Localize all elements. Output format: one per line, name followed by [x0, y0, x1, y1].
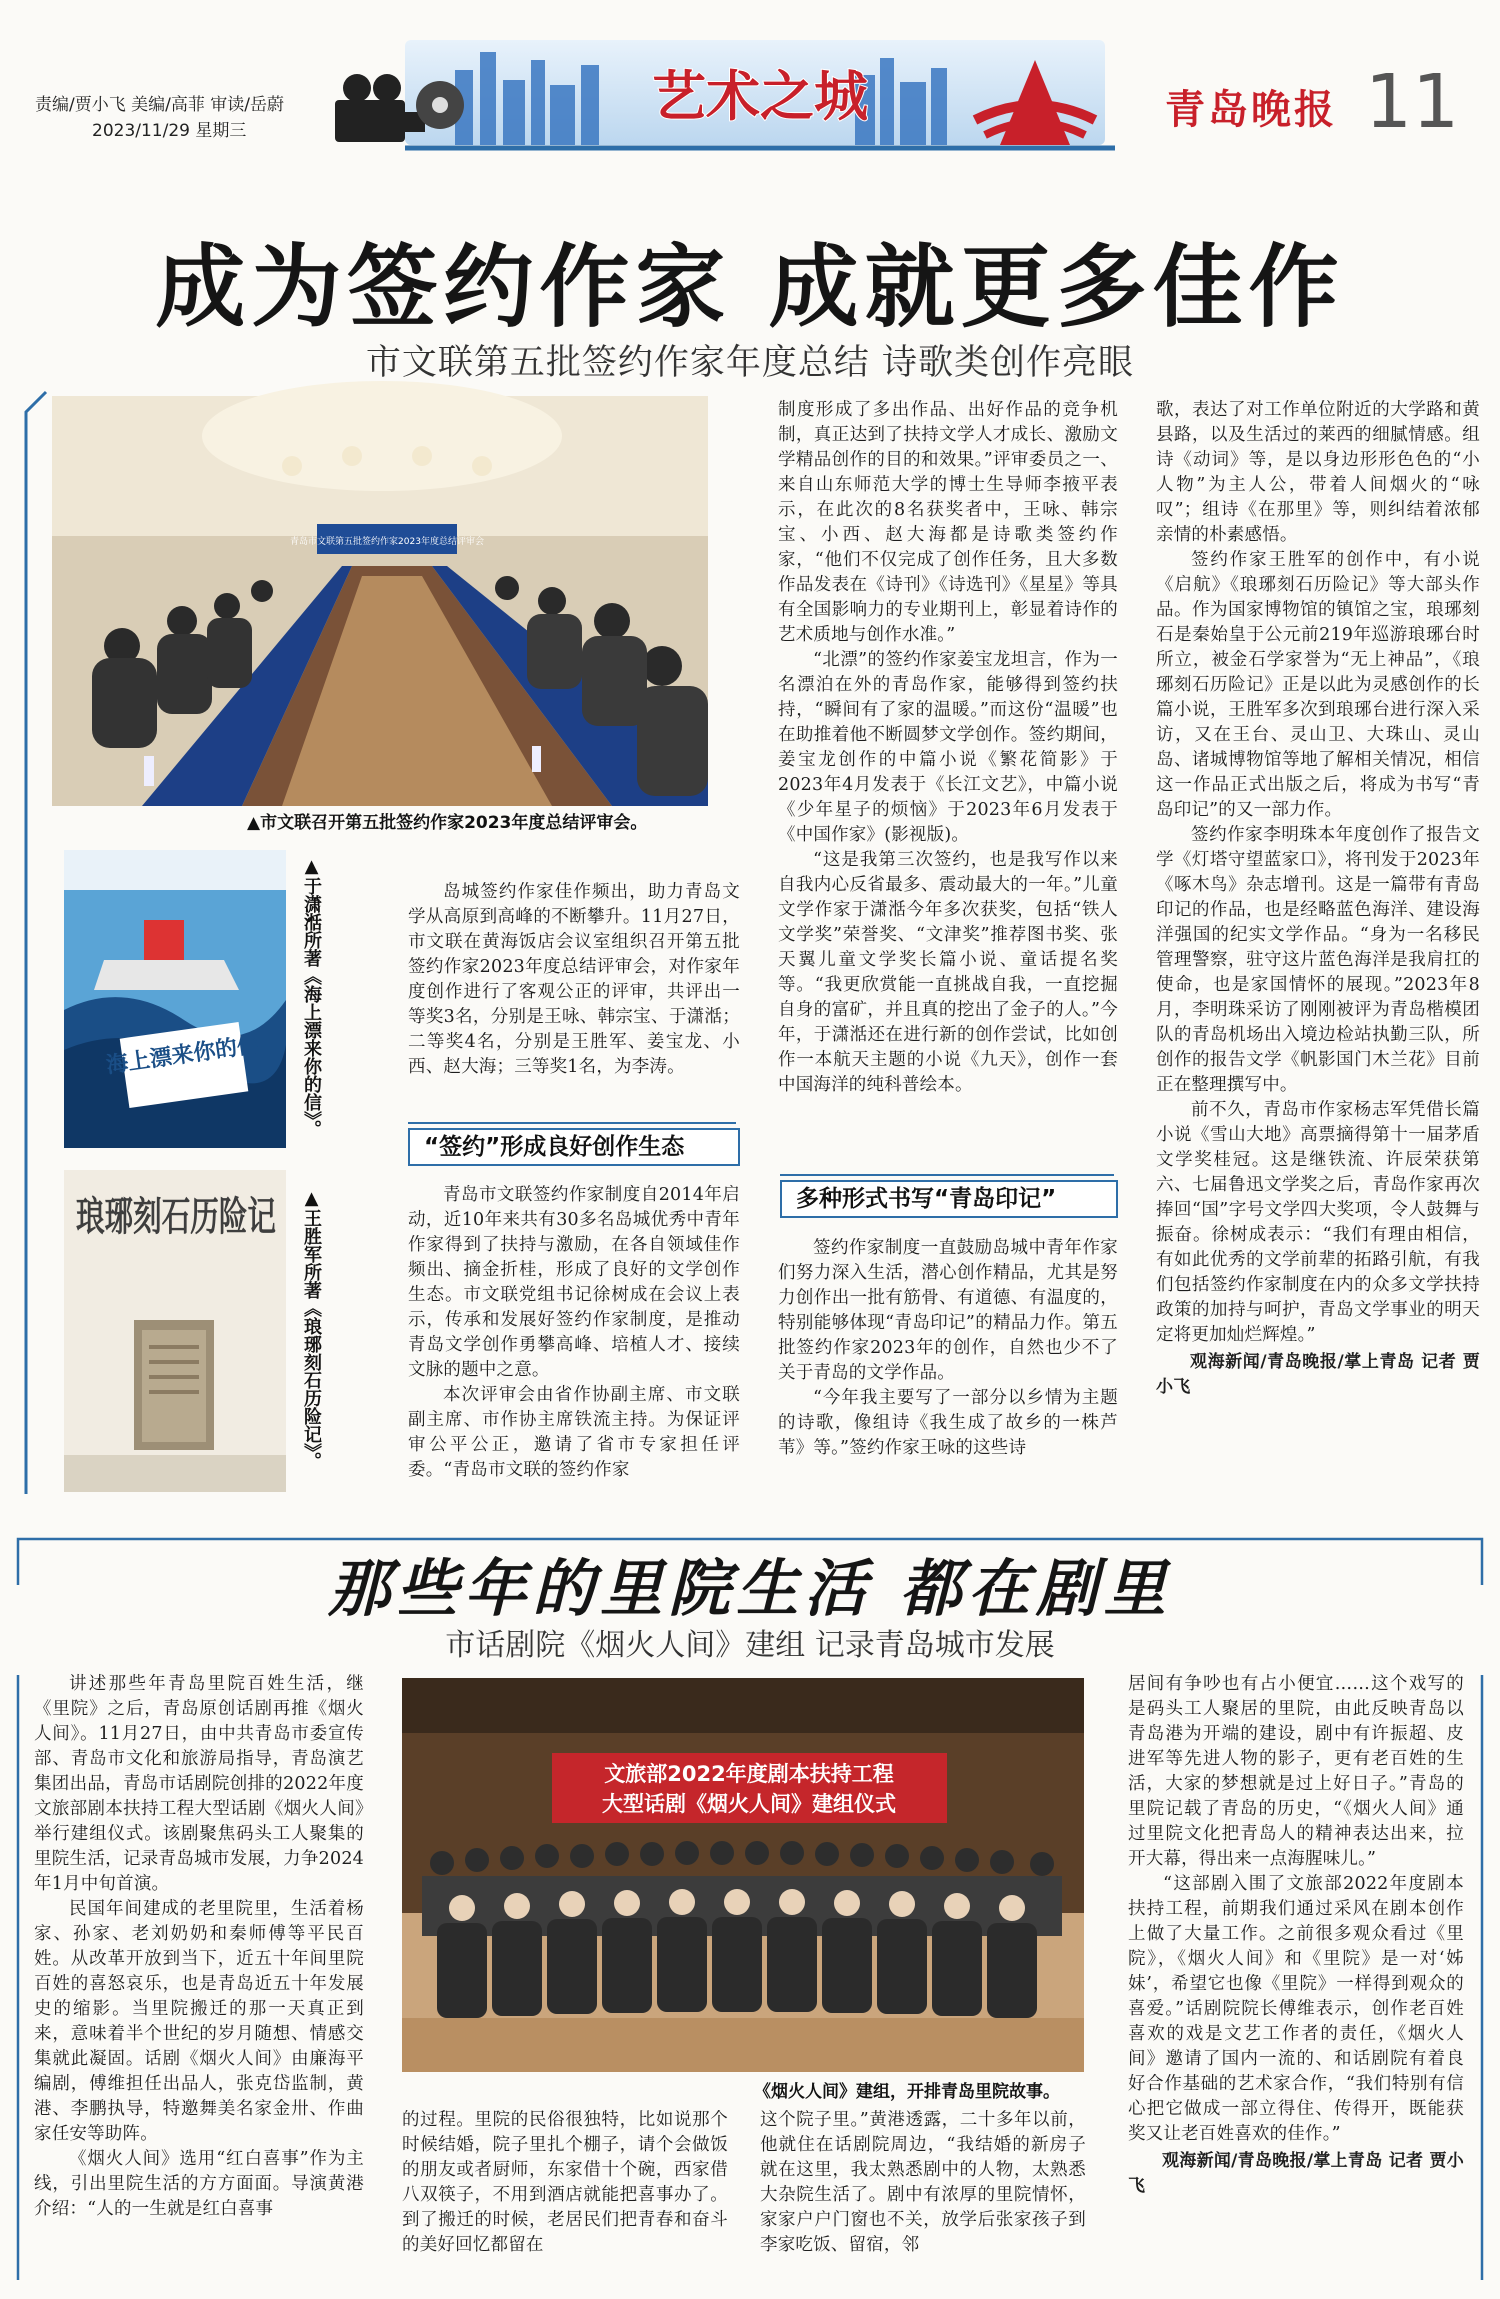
frame-bracket: [18, 388, 50, 1498]
story1-col1: 青岛市文联签约作家制度自2014年启动，近10年来共有30多名岛城优秀中青年作家得到了扶持与激励，在各自领域佳作频出、摘金折桂，形成了良好的文学创作生态。市文联党组书记徐树成在会议上表示，传承和发展好签约作家制度，是推动青岛文学创作勇攀高峰、培植人才、接续文脉的题中之意。 本次评审会由省作协副主席、市文联副主席、市作协主席铁流主持。为保证评审公平公正，邀请了省市专家担任评委。“青岛市文联的签约作家: [408, 1185, 740, 1480]
story1-headline: 成为签约作家 成就更多佳作: [155, 235, 1345, 340]
section-title: 艺术之城: [652, 64, 868, 128]
stage-banner-line1: 文旅部2022年度剧本扶持工程: [604, 1762, 894, 1786]
issue-date: 2023/11/29 星期三: [92, 121, 247, 141]
group-photo-caption: 《烟火人间》建组，开排青岛里院故事。: [754, 2082, 1060, 2102]
book-cover-2: [64, 1170, 286, 1492]
section-banner: [335, 30, 1185, 172]
story1-subheadline: 市文联第五批签约作家年度总结 诗歌类创作亮眼: [365, 343, 1135, 383]
stage-banner-line2: 大型话剧《烟火人间》建组仪式: [602, 1792, 896, 1816]
story2-subheadline: 市话剧院《烟火人间》建组 记录青岛城市发展: [445, 1628, 1055, 1663]
meeting-photo: [52, 396, 708, 806]
meeting-banner-text: 青岛市文联第五批签约作家2023年度总结评审会: [290, 537, 484, 547]
book-cover-1: [64, 850, 286, 1148]
story2-col1: 讲述那些年青岛里院百姓生活，继《里院》之后，青岛原创话剧再推《烟火人间》。11月27日，由中共青岛市委宣传部、青岛市文化和旅游局指导，青岛演艺集团出品，青岛市话剧院创排的2022年度文旅部剧本扶持工程大型话剧《烟火人间》举行建组仪式。该剧聚焦码头工人聚集的里院生活，记录青岛城市发展，力争2024年1月中旬首演。 民国年间建成的老里院里，生活着杨家、孙家、老刘奶奶和秦师傅等平民百姓。从改革开放到当下，近五十年间里院百姓的喜怒哀乐，也是青岛近五十年发展史的缩影。当里院搬迁的那一天真正到来，意味着半个世纪的岁月随想、情感交集就此凝固。话剧《烟火人间》由廉海平编剧，傅维担任出品人，张克岱监制，黄港、李鹏执导，特邀舞美名家金卅、作曲家任安等助阵。 《烟火人间》选用“红白喜事”作为主线，引出里院生活的方方面面。导演黄港介绍：“人的一生就是红白喜事: [34, 1674, 364, 2219]
story2-headline: 那些年的里院生活 都在剧里: [328, 1552, 1172, 1625]
story2-byline: 观海新闻/青岛晚报/掌上青岛 记者 贾小飞: [1128, 2151, 1464, 2196]
story1-col3: 歌，表达了对工作单位附近的大学路和黄县路，以及生活过的莱西的细腻情感。组诗《动词》等，是以身边形形色色的“小人物”为主人公，带着人间烟火的“咏叹”；组诗《在那里》等，则纠结着浓郁亲情的朴素感悟。 签约作家王胜军的创作中，有小说《启航》《琅琊刻石历险记》等大部头作品。作为国家博物馆的镇馆之宝，琅琊刻石是秦始皇于公元前219年巡游琅琊台时所立，被金石学家誉为“无上神品”，《琅琊刻石历险记》正是以此为灵感创作的长篇小说，王胜军多次到琅琊台进行深入采访，又在王台、灵山卫、大珠山、灵山岛、诸城博物馆等地了解相关情况，相信这一作品正式出版之后，将成为书写“青岛印记”的又一部力作。 签约作家李明珠本年度创作了报告文学《灯塔守望蓝家口》，将刊发于2023年《啄木鸟》杂志增刊。这是一篇带有青岛印记的作品，也是经略蓝色海洋、建设海洋强国的纪实文学作品。“身为一名移民管理警察，驻守这片蓝色海洋是我肩扛的使命，也是家国情怀的展现。”2023年8月，李明珠采访了刚刚被评为青岛楷模团队的青岛机场出入境边检站执勤三队，所创作的报告文学《帆影国门木兰花》目前正在整理撰写中。 前不久，青岛市作家杨志军凭借长篇小说《雪山大地》高票摘得第十一届茅盾文学奖桂冠。这是继铁流、许辰荣获第六、七届鲁迅文学奖之后，青岛作家再次捧回“国”字号文学四大奖项，令人鼓舞与振奋。徐树成表示：“我们有理由相信，有如此优秀的文学前辈的拓路引航，有我们包括签约作家制度在内的众多文学扶持政策的加持与呵护，青岛文学事业的明天定将更加灿烂辉煌。” 观海新闻/青岛晚报/掌上青岛 记者 贾小飞: [1156, 398, 1480, 1400]
meeting-photo-caption: ▲市文联召开第五批签约作家2023年度总结评审会。: [247, 813, 648, 833]
story1-subhead-1: “签约”形成良好创作生态: [408, 1128, 740, 1166]
story1-lead: 岛城签约作家佳作频出，助力青岛文学从高原到高峰的不断攀升。11月27日，市文联在黄海饭店会议室组织召开第五批签约作家2023年度总结评审会，对作家年度创作进行了客观公正的评审，共评出一等奖3名，分别是王咏、韩宗宝、于潇湉；二等奖4名，分别是王胜军、姜宝龙、小西、赵大海；三等奖1名，为李涛。: [408, 882, 740, 1077]
story1-col2b: 签约作家制度一直鼓励岛城中青年作家们努力深入生活，潜心创作精品，尤其是努力创作出一批有筋骨、有道德、有温度的，特别能够体现“青岛印记”的精品力作。第五批签约作家2023年的创作，自然也少不了关于青岛的文学作品。 “今年我主要写了一部分以乡情为主题的诗歌，像组诗《我生成了故乡的一株芦苇》等。”签约作家王咏的这些诗: [778, 1238, 1118, 1458]
story2-col3: 这个院子里。”黄港透露，二十多年以前，他就住在话剧院周边，“我结婚的新房子就在这里，我太熟悉剧中的人物，太熟悉大杂院生活了。剧中有浓厚的里院情怀，家家户户门窗也不关，放学后张家孩子到李家吃饭、留宿，邻: [760, 2110, 1086, 2255]
group-photo: [402, 1678, 1084, 2072]
editor-credits: 责编/贾小飞 美编/高菲 审读/岳蔚: [35, 95, 284, 115]
story2-col2: 的过程。里院的民俗很独特，比如说那个时候结婚，院子里扎个棚子，请个会做饭的朋友或者厨师，东家借十个碗，西家借八双筷子，不用到酒店就能把喜事办了。到了搬迁的时候，老居民们把青春和奋斗的美好回忆都留在: [402, 2110, 728, 2255]
page-number: 11: [1365, 59, 1460, 145]
story1-byline: 观海新闻/青岛晚报/掌上青岛 记者 贾小飞: [1156, 1352, 1480, 1397]
story2-col4: 居间有争吵也有占小便宜……这个戏写的是码头工人聚居的里院，由此反映青岛以青岛港为开端的建设，剧中有许振超、皮进军等先进人物的影子，更有老百姓的生活，大家的梦想就是过上好日子。”青岛的里院记载了青岛的历史，“《烟火人间》通过里院文化把青岛人的精神表达出来，拉开大幕，得出来一点海腥味儿。” “这部剧入围了文旅部2022年度剧本扶持工程，前期我们通过采风在剧本创作上做了大量工作。之前很多观众看过《里院》，《烟火人间》和《里院》是一对‘姊妹’，希望它也像《里院》一样得到观众的喜爱。”话剧院院长傅维表示，创作老百姓喜欢的戏是文艺工作者的责任，《烟火人间》邀请了国内一流的、和话剧院有着良好合作基础的艺术家合作，“我们特别有信心把它做成一部立得住、传得开，既能获奖又让老百姓喜欢的佳作。” 观海新闻/青岛晚报/掌上青岛 记者 贾小飞: [1128, 1672, 1464, 2199]
book1-caption: ▲于潇湉所著《海上漂来你的信》。: [301, 856, 322, 1138]
story1-subhead-2: 多种形式书写“青岛印记”: [780, 1180, 1118, 1218]
story1-col2: 制度形成了多出作品、出好作品的竞争机制，真正达到了扶持文学人才成长、激励文学精品创作的目的和效果。”评审委员之一、来自山东师范大学的博士生导师李掖平表示，在此次的8名获奖者中，王咏、韩宗宝、小西、赵大海都是诗歌类签约作家，“他们不仅完成了创作任务，且大多数作品发表在《诗刊》《诗选刊》《星星》等具有全国影响力的专业期刊上，彰显着诗作的艺术质地与创作水准。” “北漂”的签约作家姜宝龙坦言，作为一名漂泊在外的青岛作家，能够得到签约扶持，“瞬间有了家的温暖。”而这份“温暖”也在助推着他不断圆梦文学创作。签约期间，姜宝龙创作的中篇小说《繁花简影》于2023年4月发表于《长江文艺》，中篇小说《少年星子的烦恼》于2023年6月发表于《中国作家》(影视版)。 “这是我第三次签约，也是我写作以来自我内心反省最多、震动最大的一年。”儿童文学作家于潇湉今年多次获奖，包括“铁人文学奖”荣誉奖、“文津奖”推荐图书奖、张天翼儿童文学奖长篇小说、童话提名奖等。“我更欣赏能一直挑战自我，一直挖掘自身的富矿，并且真的挖出了金子的人。”今年，于潇湉还在进行新的创作尝试，比如创作一本航天主题的小说《九天》，创作一套中国海洋的纯科普绘本。: [778, 400, 1118, 1095]
book1-title-text: 海上漂来你的信: [104, 1032, 261, 1079]
book2-title-glyph-1: 琅琊刻石历险记: [76, 1194, 276, 1240]
book2-caption: ▲王胜军所著《琅琊刻石历险记》。: [301, 1188, 322, 1470]
newspaper-brand: 青岛晚报: [1165, 86, 1337, 133]
